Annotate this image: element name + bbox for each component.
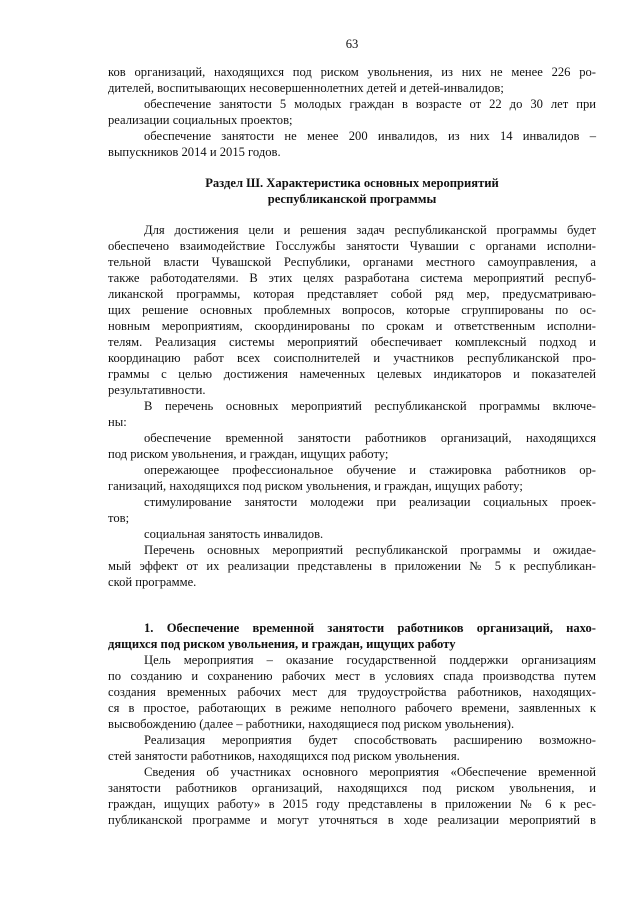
section-heading	[108, 175, 596, 207]
subsection-heading-line: 1. Обеспечение временной занятости работников организаций, нахо-	[144, 621, 596, 635]
text-line: занятости работников организаций, находящихся под риском увольнения, и	[108, 781, 596, 795]
text-line: обеспечение временной занятости работников организаций, находящихся	[144, 431, 596, 445]
text-line: Для достижения цели и решения задач республиканской программы будет	[144, 223, 596, 237]
text-line: обеспечение занятости не менее 200 инвалидов, из них 14 инвалидов –	[144, 129, 596, 143]
text-line: граждан, ищущих работу» в 2015 году представлены в приложении № 6 к рес-	[108, 797, 596, 811]
text-line: ликанской программы, которая представляет собой ряд мер, предусматриваю-	[108, 287, 596, 301]
text-line: социальная занятость инвалидов.	[144, 527, 324, 541]
page-number: 63	[345, 37, 359, 51]
text-line: обеспечение занятости 5 молодых граждан в возрасте от 22 до 30 лет при	[144, 97, 596, 111]
text-line: мый эффект от их реализации представлены в приложении № 5 к республикан-	[108, 559, 596, 573]
section-heading-line: республиканской программы	[267, 192, 437, 206]
text-line: создания временных рабочих мест для трудоустройства работников, находящих-	[108, 685, 596, 699]
subsection-heading-line: дящихся под риском увольнения, и граждан, ищущих работу	[108, 637, 456, 651]
section-body	[108, 222, 596, 590]
text-line: координацию работ всех соисполнителей и участников республиканской про-	[108, 351, 596, 365]
intro-paragraphs	[108, 64, 596, 160]
text-line: Реализация мероприятия будет способствовать расширению возможно-	[144, 733, 596, 747]
subsection-body	[108, 652, 596, 828]
text-line: результативности.	[108, 383, 206, 397]
text-line: под риском увольнения, и граждан, ищущих работу;	[108, 447, 389, 461]
text-line: дителей, воспитывающих несовершеннолетних детей и детей-инвалидов;	[108, 81, 504, 95]
text-line: новным мероприятиям, скоординированы по срокам и ответственным исполни-	[108, 319, 596, 333]
text-line: реализации социальных проектов;	[108, 113, 293, 127]
text-line: стей занятости работников, находящихся под риском увольнения.	[108, 749, 460, 763]
text-line: Цель мероприятия – оказание государственной поддержки организациям	[144, 653, 596, 667]
text-line: В перечень основных мероприятий республиканской программы включе-	[144, 399, 596, 413]
text-line: ской программе.	[108, 575, 197, 589]
text-line: также работодателями. В этих целях разработана система мероприятий респуб-	[108, 271, 596, 285]
text-line: тов;	[108, 511, 130, 525]
subsection-heading	[108, 620, 596, 652]
text-line: стимулирование занятости молодежи при реализации социальных проек-	[144, 495, 596, 509]
text-line: Сведения об участниках основного мероприятия «Обеспечение временной	[144, 765, 596, 779]
text-line: опережающее профессиональное обучение и стажировка работников ор-	[144, 463, 596, 477]
text-line: тельной власти Чувашской Республики, органами местного самоуправления, а	[108, 255, 596, 269]
section-heading-line: Раздел Ш. Характеристика основных мероприятий	[205, 176, 499, 190]
text-line: по созданию и сохранению рабочих мест в условиях спада производства путем	[108, 669, 596, 683]
text-line: ся в простое, работающих в режиме неполного рабочего времени, заявленных к	[108, 701, 596, 715]
text-line: обеспечено взаимодействие Госслужбы занятости Чувашии с органами исполни-	[108, 239, 596, 253]
text-line: Перечень основных мероприятий республиканской программы и ожидае-	[144, 543, 596, 557]
text-line: высвобождению (далее – работники, находящиеся под риском увольнения).	[108, 717, 515, 731]
text-line: ков организаций, находящихся под риском увольнения, из них не менее 226 ро-	[108, 65, 596, 79]
text-line: щих решение основных проблемных вопросов, которые сгруппированы по ос-	[108, 303, 596, 317]
text-line: выпускников 2014 и 2015 годов.	[108, 145, 281, 159]
text-line: граммы с целью достижения намеченных целевых индикаторов и показателей	[108, 367, 596, 381]
text-line: публиканской программе и могут уточняться в ходе реализации мероприятий в	[108, 813, 596, 827]
text-line: ны:	[108, 415, 127, 429]
text-line: телям. Реализация системы мероприятий обеспечивает комплексный подход и	[108, 335, 596, 349]
text-line: ганизаций, находящихся под риском увольнения, и граждан, ищущих работу;	[108, 479, 523, 493]
